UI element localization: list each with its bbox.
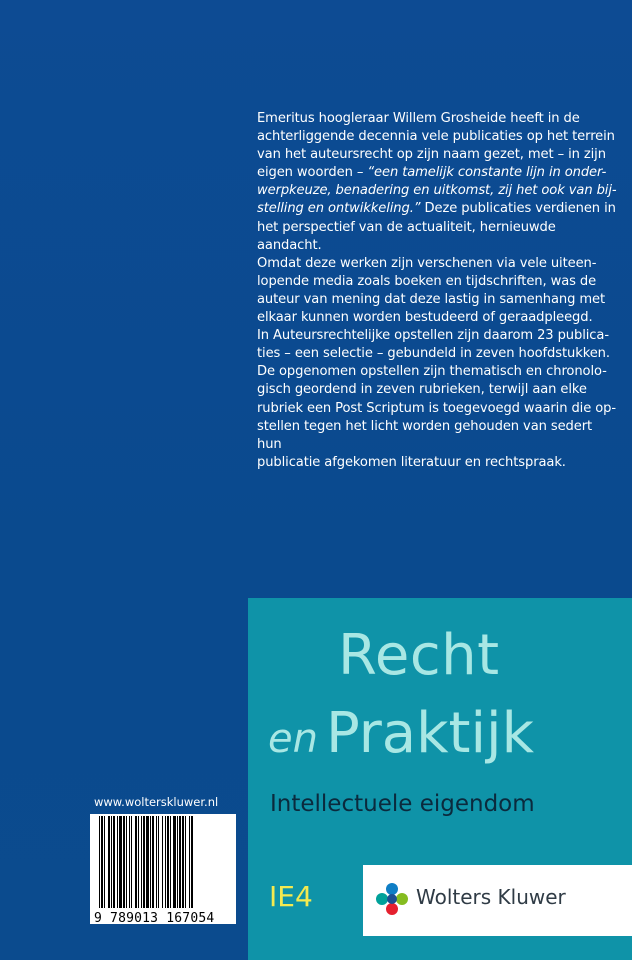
- barcode-bar: [111, 816, 112, 908]
- barcode-bar: [101, 816, 103, 908]
- barcode-bar: [177, 816, 178, 908]
- blurb-line: Omdat deze werken zijn verschenen via vele uiteen-: [257, 255, 597, 271]
- back-cover-blurb: [257, 110, 617, 472]
- barcode-bar: [123, 816, 125, 908]
- blurb-line: In Auteursrechtelijke opstellen zijn daarom 23 publica-: [257, 328, 609, 344]
- blurb-line: [257, 182, 617, 200]
- blurb-line: van het auteursrecht op zijn naam gezet, met – in zijn: [257, 147, 606, 163]
- barcode-bar: [126, 816, 127, 908]
- blurb-text: Deze publicaties verdienen in: [420, 201, 616, 217]
- barcode-bar: [173, 816, 176, 908]
- blurb-line: rubriek een Post Scriptum is toegevoegd waarin die op-: [257, 400, 616, 416]
- barcode-bar: [146, 816, 149, 908]
- blurb-line: gisch geordend in zeven rubrieken, terwijl aan elke: [257, 382, 587, 398]
- barcode-bar: [113, 816, 115, 908]
- series-title-line2: [268, 701, 535, 766]
- barcode-bar: [152, 816, 154, 908]
- barcode-bar: [117, 816, 118, 908]
- blurb-quote: “een tamelijk constante lijn in onder-: [367, 165, 607, 181]
- barcode-bar: [170, 816, 171, 908]
- blurb-line: De opgenomen opstellen zijn thematisch en chronolo-: [257, 364, 607, 380]
- barcode-bar: [189, 816, 190, 908]
- barcode-bar: [179, 816, 181, 908]
- blurb-line: Emeritus hoogleraar Willem Grosheide heeft in de: [257, 111, 580, 126]
- barcode-bar: [191, 816, 193, 908]
- series-code: IE4: [269, 880, 313, 913]
- publisher-url: www.wolterskluwer.nl: [94, 795, 219, 809]
- barcode-bar: [141, 816, 142, 908]
- barcode-bar: [162, 816, 163, 908]
- barcode-bar: [167, 816, 169, 908]
- blurb-line: het perspectief van de actualiteit, hernieuwde aandacht.: [257, 219, 556, 253]
- barcode-bar: [185, 816, 186, 908]
- blurb-line: ties – een selectie – gebundeld in zeven hoofdstukken.: [257, 346, 610, 362]
- blurb-quote: stelling en ontwikkeling.”: [257, 201, 421, 217]
- barcode-bar: [158, 816, 159, 908]
- blurb-line: publicatie afgekomen literatuur en rechtspraak.: [257, 454, 566, 470]
- barcode-bar: [143, 816, 145, 908]
- barcode-bar: [182, 816, 184, 908]
- barcode-bar: [119, 816, 122, 908]
- wolters-kluwer-logo-icon: [374, 881, 410, 917]
- series-title-recht: Recht: [338, 623, 500, 688]
- blurb-text: eigen woorden –: [257, 165, 368, 181]
- isbn-number: 9 789013 167054: [94, 911, 215, 926]
- barcode: [97, 816, 229, 912]
- blurb-quote: werpkeuze, benadering en uitkomst, zij het ook van bij-: [257, 183, 617, 199]
- series-title-en: en: [268, 716, 318, 762]
- blurb-line: achterliggende decennia vele publicaties op het terrein: [257, 129, 615, 145]
- barcode-bar: [99, 816, 100, 908]
- barcode-bar: [131, 816, 132, 908]
- blurb-line: auteur van mening dat deze lastig in samenhang met: [257, 291, 606, 307]
- blurb-line: lopende media zoals boeken en tijdschriften, was de: [257, 273, 597, 289]
- barcode-bar: [165, 816, 166, 908]
- publisher-name: Wolters Kluwer: [416, 885, 566, 909]
- barcode-bar: [129, 816, 130, 908]
- blurb-line: [257, 200, 617, 218]
- blurb-line: stellen tegen het licht worden gehouden van sedert hun: [257, 418, 593, 452]
- barcode-bar: [135, 816, 137, 908]
- blurb-line: [257, 164, 617, 182]
- blurb-line: elkaar kunnen worden bestudeerd of geraadpleegd.: [257, 310, 593, 326]
- barcode-bar: [138, 816, 139, 908]
- barcode-bar: [108, 816, 110, 908]
- series-subtitle: Intellectuele eigendom: [270, 791, 535, 817]
- barcode-bar: [156, 816, 157, 908]
- series-title-praktijk: Praktijk: [325, 701, 535, 766]
- barcode-bar: [104, 816, 105, 908]
- barcode-bar: [150, 816, 151, 908]
